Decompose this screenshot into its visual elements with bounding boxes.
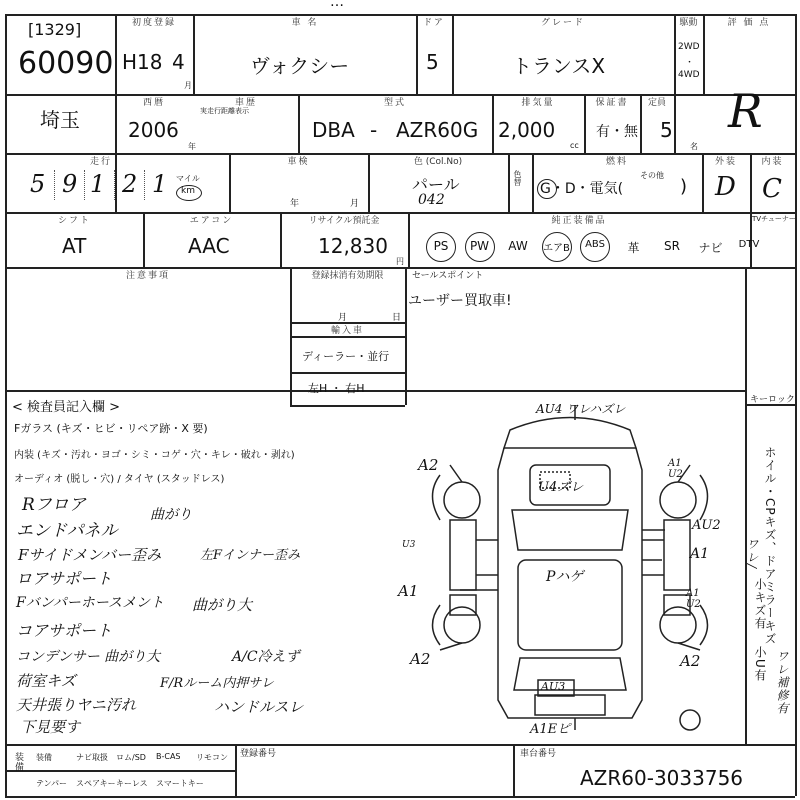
mileage-separator-2 [84,170,86,200]
mark-right-rear: A1 U2 [686,588,701,610]
recycle-value: 12,830 [318,234,388,258]
color-label: 色 (Col.No) [413,157,463,167]
car-name-label: 車 名 [291,18,319,28]
equip-label: 純正装備品 [551,216,607,226]
first-reg-era: H18 [122,50,163,74]
recycle-unit: 円 [396,257,404,266]
interior-grade: C [762,174,782,204]
mark-left-a1: A1 [398,582,419,600]
mark-right-side: A1 [690,546,710,562]
note-condenser: コンデンサー 曲がり大 [16,649,161,665]
mark-roof: Pハゲ [546,569,584,585]
reg-expiry-day: 日 [392,313,402,323]
capacity-label: 定員 [647,98,666,108]
warranty-value: 有・無 [596,124,638,140]
mark-rear: AU3 [541,680,566,693]
reg-expiry-month: 月 [338,313,348,323]
eval-label: 評 価 点 [727,18,771,28]
mark-front-left: A1 U2 [668,458,683,480]
note-left-inner: 左Fインナー歪み [200,548,301,563]
mileage-digit-1: 5 [30,170,46,198]
footer-cell-0: 装備 [36,753,52,762]
displacement-label: 排気量 [521,98,555,108]
key-lock-label: キーロック [750,395,795,405]
drive-dot: ・ [685,58,695,68]
mark-front-right: A2 [418,456,439,474]
note-bent-1: 曲がり [150,507,192,523]
fuel-label: 燃料 [605,157,628,167]
note-bent-large: 曲がり大 [192,596,253,614]
note-core-support: コアサポート [16,621,113,640]
inspector-line-interior: 内装 (キズ・汚れ・ヨゴ・シミ・コゲ・穴・キレ・破れ・剥れ) [14,450,295,461]
footer-side-label: 装備 [13,752,23,772]
mileage-separator-4 [144,170,146,200]
fuel-options: G・D・電気( [540,181,624,197]
note-room-press: F/Rルーム内押サレ [160,676,274,691]
vertical-note-3: 小U有 [753,646,767,682]
inspection-year-unit: 年 [290,199,300,209]
import-hand: 左H ・ 右H [308,382,365,395]
note-handle-wear: ハンドルスレ [214,698,304,716]
doors-value: 5 [426,50,439,74]
sales-point-text: ユーザー買取車! [408,293,512,309]
recycle-label: リサイクル預託金 [308,216,380,226]
first-reg-month: 4 [172,50,185,74]
mileage-digit-5: 1 [152,170,168,198]
mileage-separator-1 [54,170,56,200]
chassis-no-label: 車台番号 [520,749,557,759]
mileage-unit-mile: マイル [176,174,200,183]
equip-item-0: PS [433,239,449,253]
mileage-label: 走行 [89,157,112,167]
note-preview-required: 下見要す [20,718,81,736]
aircon-value: AAC [188,234,230,258]
footer-cell-4: リモコン [196,753,228,762]
footer-cell2-1: スペアキー [76,779,116,788]
color-code: 042 [418,192,445,208]
mark-right-front-door: AU2 [692,518,721,533]
page-title: … [330,0,344,10]
mileage-separator-3 [114,170,116,200]
mark-bottom: A1Eピ [530,722,571,737]
chassis-number: AZR60-3033756 [580,766,744,790]
vertical-note-4: ワレ補修有 [775,650,789,715]
inspector-line-audio: オーディオ (脱し・穴) / タイヤ (スタッドレス) [14,474,225,485]
equip-item-4: ABS [585,239,605,250]
grade-label: グレード [540,18,585,28]
equip-item-7: ナビ [698,241,723,255]
note-r-floor: Rフロア [22,495,86,515]
prefecture: 埼玉 [40,108,80,132]
year-value: 2006 [128,118,179,142]
chassis-note: 実走行距離表示 [200,107,249,115]
inspection-month-unit: 月 [350,199,360,209]
footer-cell2-0: テンパー [36,779,68,788]
color-change: 色替 [513,170,522,186]
lot-number: 60090 [18,46,114,81]
vertical-note-2: 小キズ有 [753,578,767,630]
inspector-label: < 検査員記入欄 > [12,400,121,415]
shift-label: シフト [57,216,91,226]
fuel-close: ) [680,176,688,197]
model-code: AZR60G [396,118,479,142]
import-dealer: ディーラー・並行 [302,350,390,363]
mileage-unit-km: km [181,186,195,196]
doors-label: ドア [423,18,445,28]
equip-item-1: PW [469,239,490,253]
mark-left-rear: A2 [410,650,431,668]
sales-point-label: セールスポイント [412,271,484,281]
equip-item-6: SR [664,239,680,253]
year-unit: 年 [188,142,196,151]
model-sep: - [370,118,378,142]
vertical-note-main: ホイル・CPキズ、ドアミラーキズ [763,446,777,646]
exterior-label: 外装 [714,157,737,167]
eval-score: R [728,84,763,138]
equip-item-5: 革 [627,241,640,255]
notes-label: 注意事項 [125,271,170,281]
note-f-side-member: Fサイドメンバー歪み [18,546,162,564]
inspector-line-glass: Fガラス (キズ・ヒビ・リペア跡・X 要) [14,422,208,435]
car-name: ヴォクシー [250,54,350,78]
model-prefix: DBA [312,118,355,142]
mark-right-rear-a2: A2 [680,652,701,670]
color-name: パール [412,175,460,194]
aircon-label: エアコン [189,216,234,226]
note-ac: A/C冷えず [232,649,300,665]
grade-value: トランスX [512,54,606,78]
reg-expiry-label: 登録抹消有効期限 [311,271,384,281]
drive-label: 駆動 [679,18,698,28]
year-label: 西暦 [142,98,165,108]
shift-value: AT [62,234,87,258]
note-bumper-reinforcement: Fバンパーホースメント [16,595,165,611]
warranty-label: 保証書 [595,98,629,108]
mark-hood: U4ズレ [538,480,584,495]
footer-cell2-2: キーレス [116,779,148,788]
displacement-value: 2,000 [498,118,556,142]
drive-2wd: 2WD [678,42,700,52]
fuel-other: その他 [640,171,664,180]
footer-cell-1: ナビ取扱 [76,753,108,762]
chassis-label: 車歴 [234,98,257,108]
capacity-unit: 名 [690,142,698,151]
interior-label: 内装 [761,157,784,167]
first-reg-month-unit: 月 [184,81,192,90]
reg-no-label: 登録番号 [240,749,277,759]
capacity-value: 5 [660,118,673,142]
equip-item-2: AW [508,239,528,253]
note-lower-support: ロアサポート [16,569,113,588]
mark-left-u: U3 [402,540,416,550]
displacement-unit: cc [570,141,579,150]
note-end-panel: エンドパネル [16,521,118,541]
note-ceiling-stain: 天井張りヤニ汚れ [16,696,137,714]
mileage-digit-4: 2 [122,170,138,198]
first-reg-label: 初度登録 [131,18,176,28]
exterior-grade: D [715,172,736,202]
import-label: 輸入車 [330,326,364,336]
vertical-note-1: ワレ/ [745,538,759,570]
lot-region-code: [1329] [28,20,82,39]
footer-cell-3: B-CAS [156,752,181,761]
note-cargo-scratch: 荷室キズ [16,672,76,690]
mileage-digit-2: 9 [62,170,78,198]
mark-top: AU4 ワレハズレ [536,402,626,416]
footer-cell2-3: スマートキー [156,779,204,788]
mileage-digit-3: 1 [90,170,106,198]
inspection-label: 車検 [287,157,310,167]
footer-cell-2: ロム/SD [116,753,146,762]
model-label: 型式 [383,98,406,108]
equip-item-3: エアB [543,243,570,254]
equip-item-8: DTV [738,239,760,250]
drive-4wd: 4WD [678,70,700,80]
tv-tuner-label: TVチューナー [752,215,796,223]
